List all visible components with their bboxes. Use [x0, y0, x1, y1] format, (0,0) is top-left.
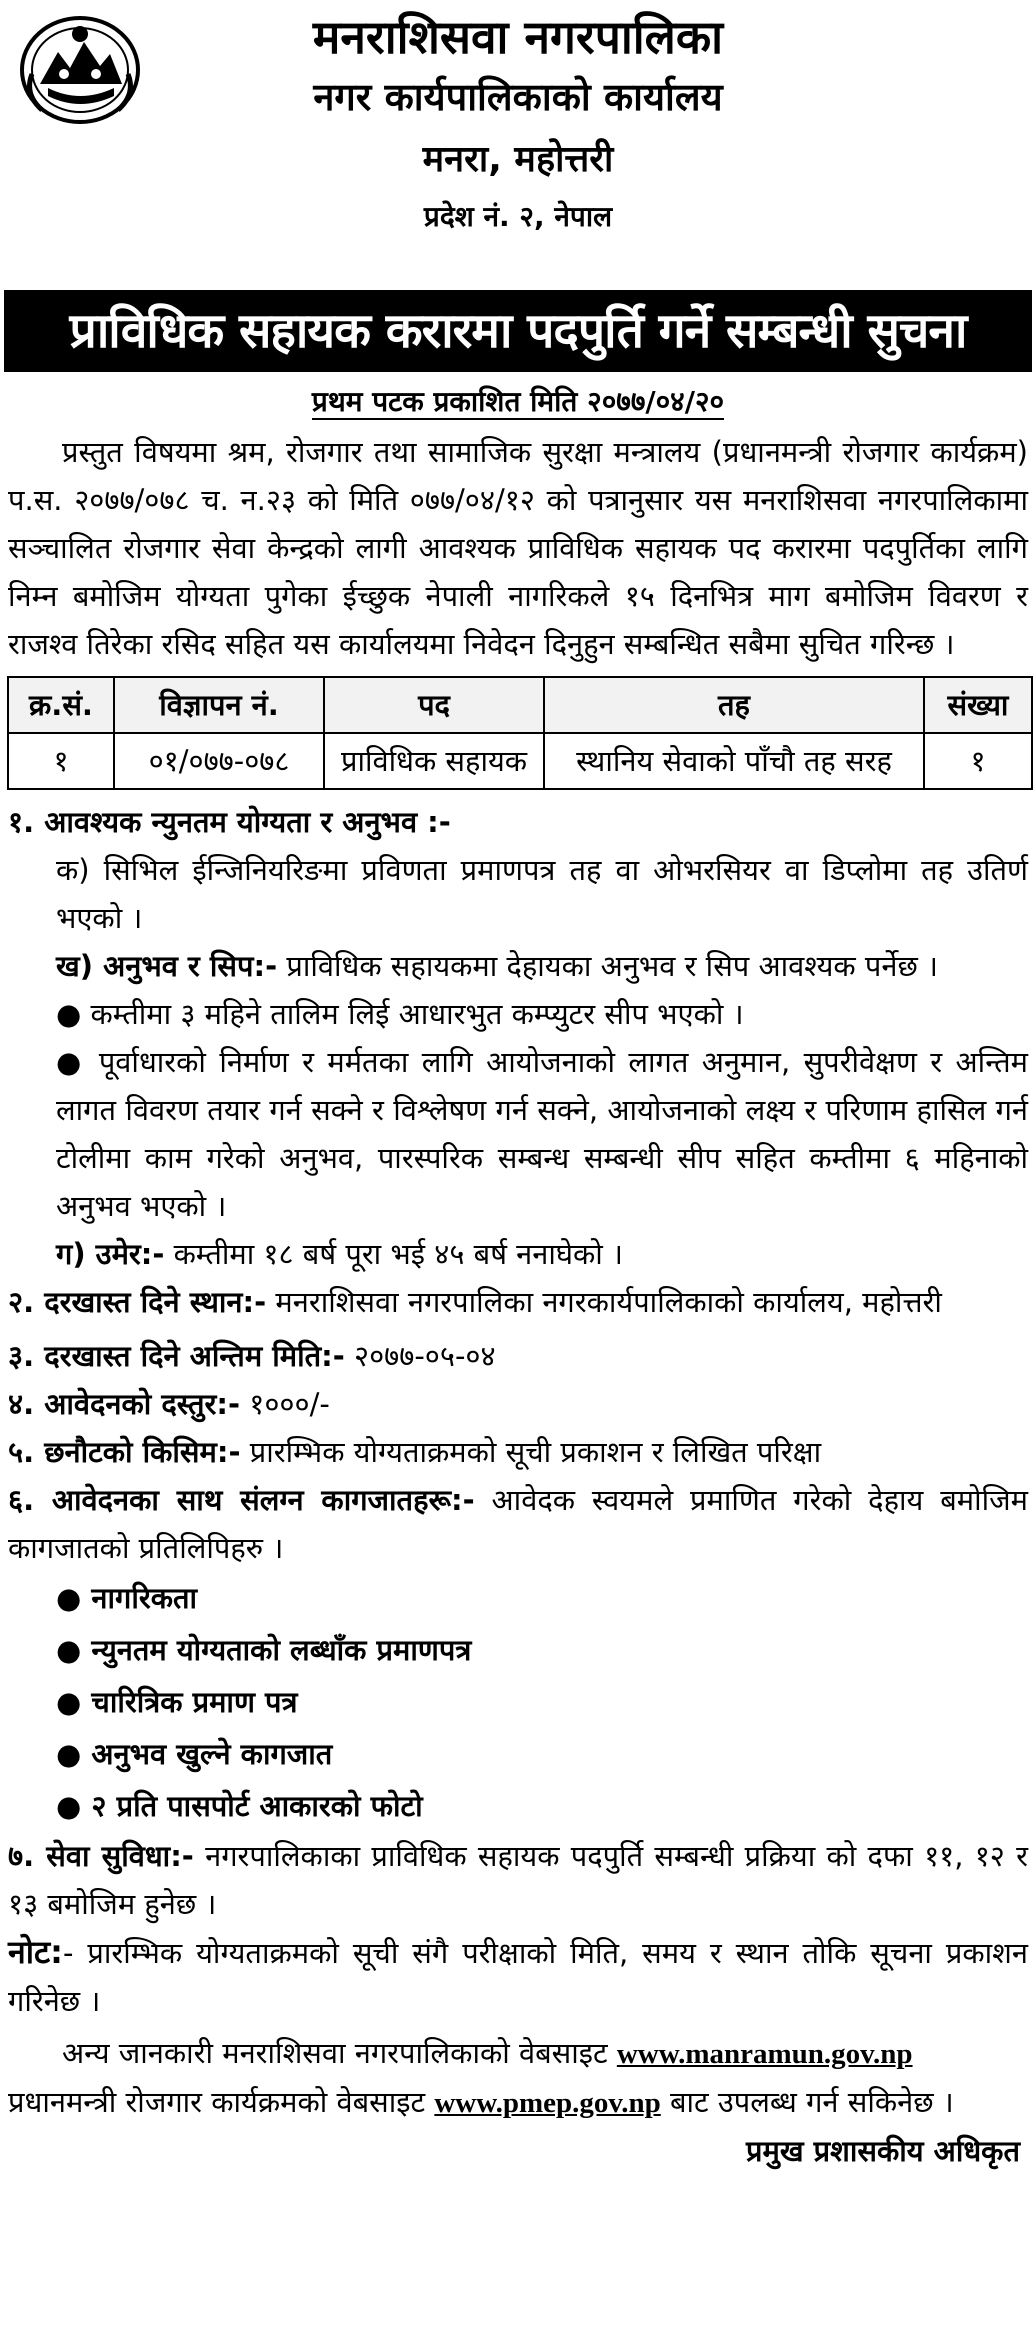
experience-bullet: ● कम्तीमा ३ महिने तालिम लिई आधारभुत कम्प्युटर सीप भएको ।: [56, 997, 744, 1031]
column-header: संख्या: [924, 677, 1032, 733]
document-item: ● अनुभव खुल्ने कागजात: [56, 1737, 333, 1771]
column-header: क्र.सं.: [8, 677, 114, 733]
footer-line-1: अन्य जानकारी मनराशिसवा नगरपालिकाको वेबसाइट www.manramun.gov.np: [62, 2036, 913, 2070]
section-2: २. दरखास्त दिने स्थान:- मनराशिसवा नगरपालिका नगरकार्यपालिकाको कार्यालय, महोत्तरी: [8, 1285, 942, 1319]
vacancy-table: [7, 676, 1033, 790]
column-header: पद: [324, 677, 544, 733]
intro-paragraph: प्रस्तुत विषयमा श्रम, रोजगार तथा सामाजिक सुरक्षा मन्त्रालय (प्रधानमन्त्री रोजगार कार्यक्रम) प.स. २०७७/०७८ च. न.२३ को मिति ०७७/०४/१२ को पत्रानुसार यस मनराशिसवा नगरपालिकामा सञ्चालित रोजगार सेवा केन्द्रको लागी आवश्यक प्राविधिक सहायक पद करारमा पदपुर्तिका लागि निम्न बमोजिम योग्यता पुगेका ईच्छुक नेपाली नागरिकले १५ दिनभित्र माग बमोजिम विवरण र राजश्व तिरेका रसिद सहित यस कार्यालयमा निवेदन दिनुहुन सम्बन्धित सबैमा सुचित गरिन्छ ।: [8, 435, 1028, 661]
table-header-row: [8, 677, 1032, 733]
office-location: मनरा, महोत्तरी: [422, 139, 614, 180]
section-6: ६. आवेदनका साथ संलग्न कागजातहरू:- आवेदक स्वयमले प्रमाणित गरेको देहाय बमोजिम कागजातको प्रतिलिपिहरु ।: [8, 1483, 1028, 1565]
note: नोट:- प्रारम्भिक योग्यताक्रमको सूची संगै परीक्षाको मिति, समय र स्थान तोकि सूचना प्रकाशन गरिनेछ ।: [8, 1933, 1028, 2018]
qualification-kha: ख) अनुभव र सिप:- प्राविधिक सहायकमा देहायका अनुभव र सिप आवश्यक पर्नेछ ।: [56, 949, 938, 983]
document-item: ● न्युनतम योग्यताको लब्धाँक प्रमाणपत्र: [56, 1633, 472, 1667]
province: प्रदेश नं. २, नेपाल: [423, 200, 613, 233]
table-cell: प्राविधिक सहायक: [324, 733, 544, 789]
table-cell: १: [924, 733, 1032, 789]
table-cell: स्थानिय सेवाको पाँचौ तह सरह: [544, 733, 924, 789]
column-header: तह: [544, 677, 924, 733]
table-row: [8, 733, 1032, 789]
table-cell: ०१/०७७-०७८: [114, 733, 324, 789]
document-item: ● २ प्रति पासपोर्ट आकारको फोटो: [56, 1789, 423, 1823]
section-3: ३. दरखास्त दिने अन्तिम मिति:- २०७७-०५-०४: [8, 1339, 496, 1373]
qualification-ka: क) सिभिल ईन्जिनियरिङमा प्रविणता प्रमाणपत्र तह वा ओभरसियर वा डिप्लोमा तह उतिर्ण भएको ।: [56, 853, 1028, 935]
nepal-emblem-icon: [18, 14, 142, 126]
qualification-age: ग) उमेर:- कम्तीमा १८ बर्ष पूरा भई ४५ बर्ष ननाघेको ।: [56, 1237, 624, 1271]
notice-title: प्राविधिक सहायक करारमा पदपुर्ति गर्ने सम्बन्धी सुचना: [4, 290, 1032, 372]
municipality-website-link[interactable]: www.manramun.gov.np: [616, 2038, 913, 2070]
section-1-title: १. आवश्यक न्युनतम योग्यता र अनुभव :-: [8, 805, 451, 839]
municipality-name: मनराशिसवा नगरपालिका: [312, 10, 724, 64]
document-item: ● चारित्रिक प्रमाण पत्र: [56, 1685, 298, 1719]
table-cell: १: [8, 733, 114, 789]
experience-bullet: ● पूर्वाधारको निर्माण र मर्मतका लागि आयोजनाको लागत अनुमान, सुपरीवेक्षण र अन्तिम लागत विवरण तयार गर्न सक्ने र विश्लेषण गर्न सक्ने, आयोजनाको लक्ष्य र परिणाम हासिल गर्न टोलीमा काम गरेको अनुभव, पारस्परिक सम्बन्ध सम्बन्धी सीप सहित कम्तीमा ६ महिनाको अनुभव भएको ।: [56, 1045, 1028, 1223]
column-header: विज्ञापन नं.: [114, 677, 324, 733]
section-7: ७. सेवा सुविधा:- नगरपालिकाका प्राविधिक सहायक पदपुर्ति सम्बन्धी प्रक्रिया को दफा ११, १२ र १३ बमोजिम हुनेछ ।: [8, 1839, 1029, 1921]
section-5: ५. छनौटको किसिम:- प्रारम्भिक योग्यताक्रमको सूची प्रकाशन र लिखित परिक्षा: [8, 1435, 822, 1469]
office-name: नगर कार्यपालिकाको कार्यालय: [313, 75, 723, 119]
footer-line-2: प्रधानमन्त्री रोजगार कार्यक्रमको वेबसाइट www.pmep.gov.np बाट उपलब्ध गर्न सकिनेछ ।: [8, 2085, 954, 2119]
publish-date: प्रथम पटक प्रकाशित मिति २०७७/०४/२०: [311, 385, 725, 418]
section-4: ४. आवेदनको दस्तुर:- १०००/-: [8, 1387, 330, 1421]
document-item: ● नागरिकता: [56, 1581, 198, 1615]
letterhead: [4, 0, 1032, 290]
signature: प्रमुख प्रशासकीय अधिकृत: [745, 2134, 1020, 2168]
pmep-website-link[interactable]: www.pmep.gov.np: [434, 2087, 661, 2119]
